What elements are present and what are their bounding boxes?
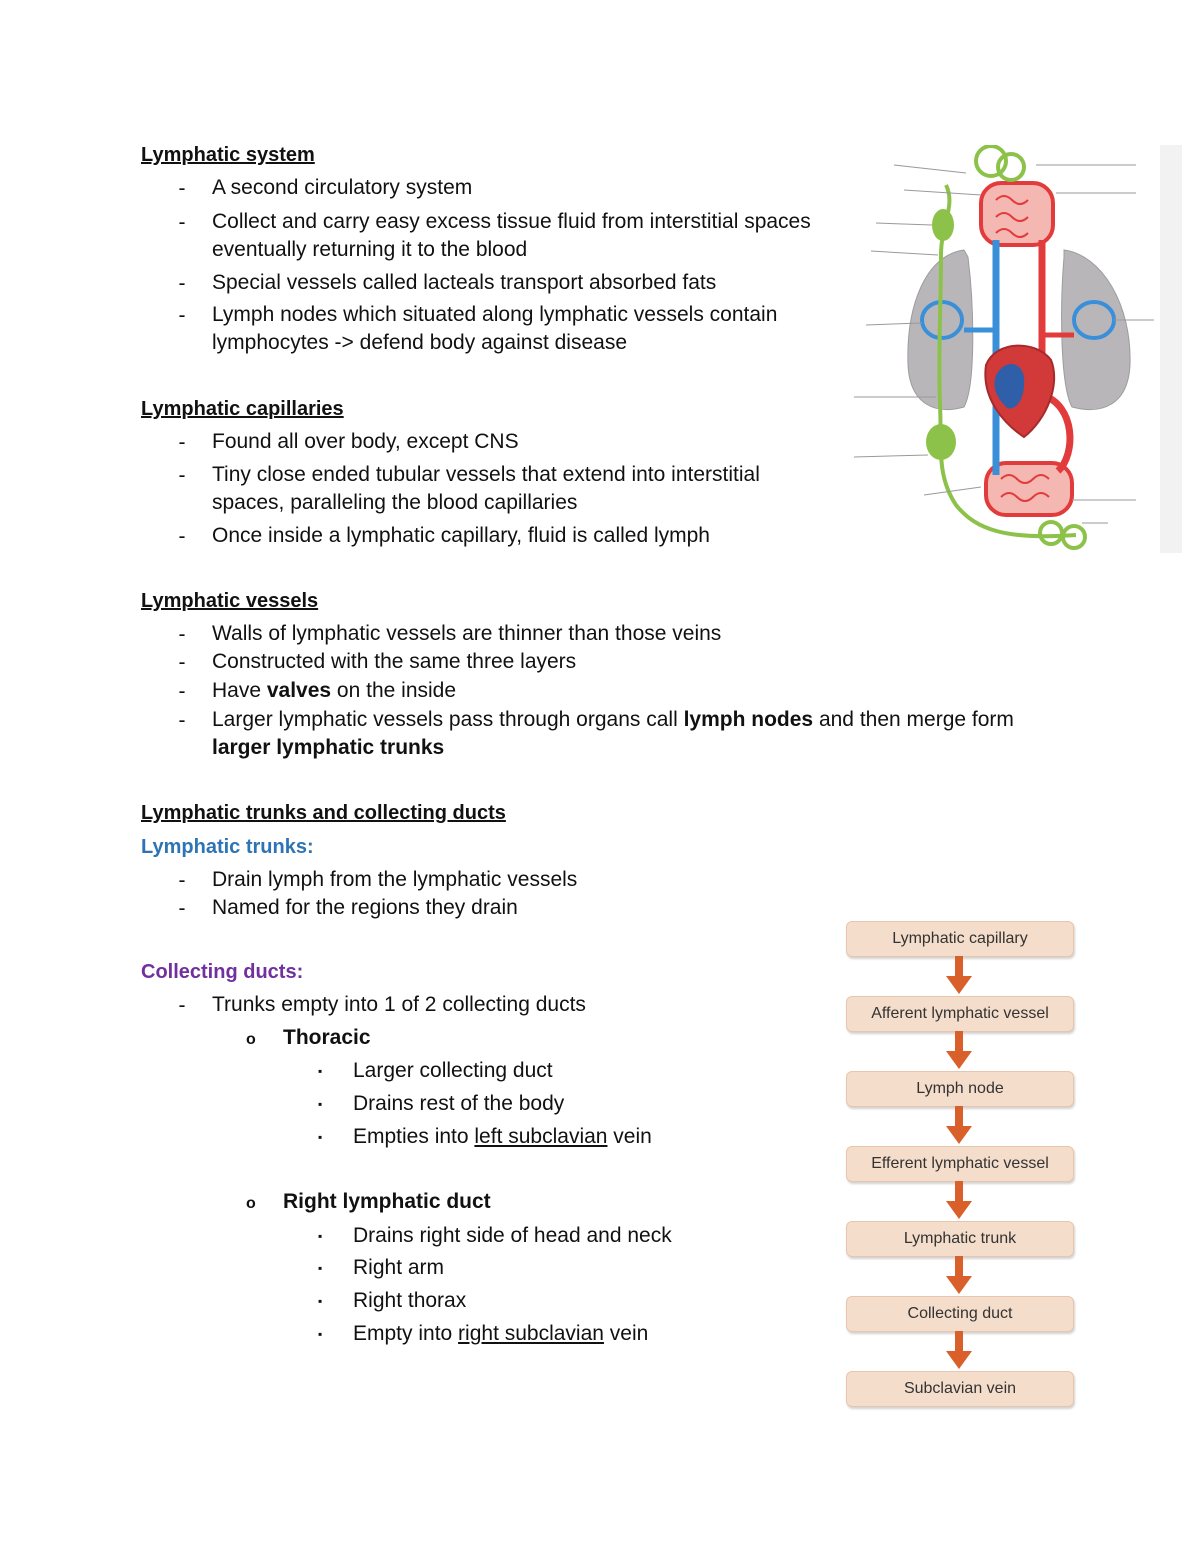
list-item-continuation: lymphocytes -> defend body against disease xyxy=(212,331,628,354)
bullet-dash: - xyxy=(178,431,186,454)
lymphatic-circulation-illustration xyxy=(846,145,1182,553)
flow-step-collecting-duct: Collecting duct xyxy=(846,1296,1074,1332)
bullet-dash: - xyxy=(178,869,186,892)
list-item: Named for the regions they drain xyxy=(212,896,518,919)
subheading-lymphatic-trunks: Lymphatic trunks: xyxy=(141,836,314,858)
text-run: Empty into xyxy=(353,1322,459,1345)
down-arrow-icon xyxy=(944,1031,974,1071)
sub-sub-item: Drains right side of head and neck xyxy=(353,1224,672,1247)
list-item: Collect and carry easy excess tissue fluid from interstitial spaces xyxy=(212,210,811,233)
underlined-term: right subclavian xyxy=(458,1322,604,1345)
heading-trunks-and-ducts: Lymphatic trunks and collecting ducts xyxy=(141,802,506,824)
bullet-square: ▪ xyxy=(318,1097,323,1111)
list-item: Drain lymph from the lymphatic vessels xyxy=(212,868,578,891)
flow-step-lymphatic-trunk: Lymphatic trunk xyxy=(846,1221,1074,1257)
underlined-term: left subclavian xyxy=(474,1125,608,1148)
subheading-collecting-ducts: Collecting ducts: xyxy=(141,961,304,983)
sub-sub-item: Drains rest of the body xyxy=(353,1092,565,1115)
text-run: vein xyxy=(607,1125,652,1148)
down-arrow-icon xyxy=(944,956,974,996)
heading-lymphatic-capillaries: Lymphatic capillaries xyxy=(141,398,344,420)
list-item: Found all over body, except CNS xyxy=(212,430,519,453)
flow-step-lymphatic-capillary: Lymphatic capillary xyxy=(846,921,1074,957)
list-item: Walls of lymphatic vessels are thinner than those veins xyxy=(212,622,722,645)
bullet-square: ▪ xyxy=(318,1130,323,1144)
list-item: Constructed with the same three layers xyxy=(212,650,577,673)
list-item-lymph-nodes xyxy=(212,706,1014,734)
list-item: Trunks empty into 1 of 2 collecting ducts xyxy=(212,993,586,1016)
list-item-continuation: spaces, paralleling the blood capillaries xyxy=(212,491,578,514)
heading-lymphatic-system: Lymphatic system xyxy=(141,144,315,166)
bullet-dash: - xyxy=(178,994,186,1017)
heading-lymphatic-vessels: Lymphatic vessels xyxy=(141,590,319,612)
list-item: Special vessels called lacteals transport absorbed fats xyxy=(212,271,717,294)
list-item: Once inside a lymphatic capillary, fluid is called lymph xyxy=(212,524,710,547)
sub-sub-item-empties xyxy=(353,1125,652,1149)
flow-step-subclavian-vein: Subclavian vein xyxy=(846,1371,1074,1407)
list-item: Lymph nodes which situated along lymphatic vessels contain xyxy=(212,303,778,326)
bullet-dash: - xyxy=(178,525,186,548)
bullet-square: ▪ xyxy=(318,1261,323,1275)
bullet-square: ▪ xyxy=(318,1327,323,1341)
flow-step-lymph-node: Lymph node xyxy=(846,1071,1074,1107)
bullet-dash: - xyxy=(178,680,186,703)
list-item-continuation: eventually returning it to the blood xyxy=(212,238,528,261)
down-arrow-icon xyxy=(944,1181,974,1221)
bullet-square: ▪ xyxy=(318,1294,323,1308)
text-run: on the inside xyxy=(331,679,457,702)
text-run: Have xyxy=(212,679,267,702)
text-run: Empties into xyxy=(353,1125,475,1148)
sub-sub-item: Right thorax xyxy=(353,1289,467,1312)
bullet-dash: - xyxy=(178,651,186,674)
sub-sub-item-empty xyxy=(353,1322,648,1346)
down-arrow-icon xyxy=(944,1256,974,1296)
flow-step-efferent-vessel: Efferent lymphatic vessel xyxy=(846,1146,1074,1182)
sub-sub-item: Right arm xyxy=(353,1256,445,1279)
text-run: Larger lymphatic vessels pass through organs call xyxy=(212,708,684,731)
bullet-dash: - xyxy=(178,464,186,487)
bullet-dash: - xyxy=(178,177,186,200)
bullet-circle: o xyxy=(246,1195,256,1212)
bold-term-valves: valves xyxy=(266,679,332,702)
bullet-square: ▪ xyxy=(318,1064,323,1078)
list-item-continuation: larger lymphatic trunks xyxy=(212,736,445,759)
bullet-dash: - xyxy=(178,211,186,234)
bullet-dash: - xyxy=(178,304,186,327)
list-item: A second circulatory system xyxy=(212,176,473,199)
bullet-square: ▪ xyxy=(318,1229,323,1243)
bullet-dash: - xyxy=(178,623,186,646)
down-arrow-icon xyxy=(944,1106,974,1146)
down-arrow-icon xyxy=(944,1331,974,1371)
list-item-valves xyxy=(212,677,456,705)
list-item: Tiny close ended tubular vessels that extend into interstitial xyxy=(212,463,760,486)
bullet-circle: o xyxy=(246,1031,256,1048)
sub-sub-item: Larger collecting duct xyxy=(353,1059,553,1082)
text-run: and then merge form xyxy=(813,708,1014,731)
bold-term-lymph-nodes: lymph nodes xyxy=(683,708,814,731)
bullet-dash: - xyxy=(178,272,186,295)
bullet-dash: - xyxy=(178,709,186,732)
flow-step-afferent-vessel: Afferent lymphatic vessel xyxy=(846,996,1074,1032)
sublist-item-thoracic: Thoracic xyxy=(283,1026,371,1049)
bullet-dash: - xyxy=(178,897,186,920)
sublist-item-right-lymphatic-duct: Right lymphatic duct xyxy=(283,1190,491,1213)
text-run: vein xyxy=(603,1322,649,1345)
lymph-flow-chart xyxy=(840,915,1080,1410)
